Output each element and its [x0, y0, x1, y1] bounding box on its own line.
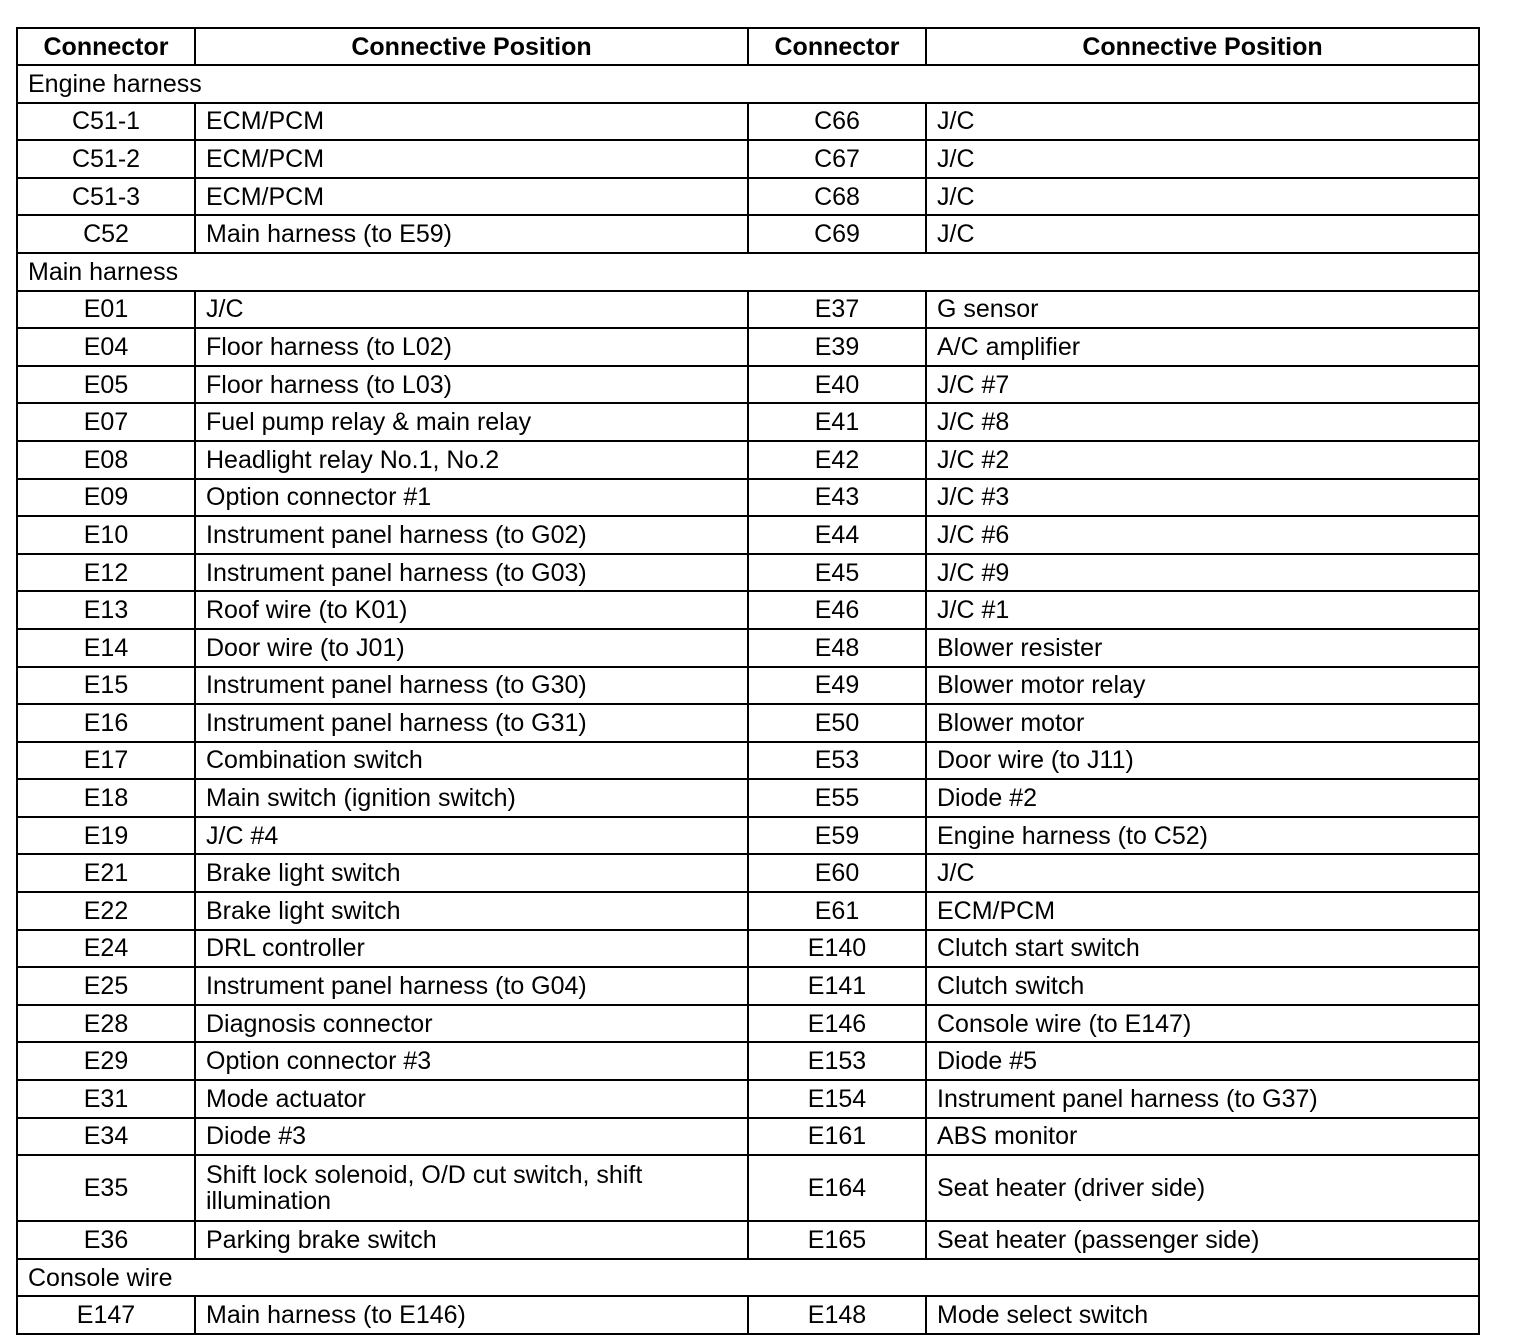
connector-code-left: C51-2: [17, 140, 195, 178]
connector-code-right: E55: [748, 779, 926, 817]
connective-position-left: Brake light switch: [195, 892, 748, 930]
connective-position-left: Instrument panel harness (to G03): [195, 554, 748, 592]
connector-code-left: E16: [17, 704, 195, 742]
table-row: [17, 1118, 1479, 1156]
connector-code-left: E09: [17, 479, 195, 517]
connective-position-right: J/C: [926, 140, 1479, 178]
connector-code-left: E13: [17, 591, 195, 629]
connector-code-right: E41: [748, 403, 926, 441]
connective-position-left: Diagnosis connector: [195, 1005, 748, 1043]
connector-code-left: E22: [17, 892, 195, 930]
connective-position-right: J/C #3: [926, 479, 1479, 517]
connective-position-right: J/C #2: [926, 441, 1479, 479]
connector-code-right: E140: [748, 930, 926, 968]
table-row: [17, 1005, 1479, 1043]
connective-position-right: Mode select switch: [926, 1296, 1479, 1334]
connective-position-right: J/C: [926, 103, 1479, 141]
connective-position-left: Instrument panel harness (to G04): [195, 967, 748, 1005]
connector-code-right: C68: [748, 178, 926, 216]
connective-position-right: J/C: [926, 178, 1479, 216]
connector-table: [16, 27, 1480, 1335]
connective-position-right: J/C: [926, 215, 1479, 253]
table-row: [17, 1042, 1479, 1080]
table-row: [17, 479, 1479, 517]
table-body: [17, 65, 1479, 1334]
connector-code-left: E21: [17, 854, 195, 892]
header-position-left: Connective Position: [195, 28, 748, 65]
connective-position-left: ECM/PCM: [195, 103, 748, 141]
connector-code-right: E42: [748, 441, 926, 479]
connective-position-right: Seat heater (passenger side): [926, 1221, 1479, 1259]
connective-position-right: J/C #6: [926, 516, 1479, 554]
connector-code-right: E50: [748, 704, 926, 742]
table-row: [17, 1080, 1479, 1118]
connector-code-right: E37: [748, 291, 926, 329]
connective-position-left: Parking brake switch: [195, 1221, 748, 1259]
connector-code-right: E60: [748, 854, 926, 892]
connector-code-right: C67: [748, 140, 926, 178]
header-connector-right: Connector: [748, 28, 926, 65]
connective-position-right: J/C #7: [926, 366, 1479, 404]
table-row: [17, 215, 1479, 253]
connector-code-right: E45: [748, 554, 926, 592]
connective-position-left: J/C: [195, 291, 748, 329]
table-row: [17, 930, 1479, 968]
table-row: [17, 328, 1479, 366]
header-row: [17, 28, 1479, 65]
connective-position-right: G sensor: [926, 291, 1479, 329]
connective-position-right: Diode #2: [926, 779, 1479, 817]
table-row: [17, 1296, 1479, 1334]
table-row: [17, 441, 1479, 479]
connective-position-right: ECM/PCM: [926, 892, 1479, 930]
connective-position-left: Floor harness (to L03): [195, 366, 748, 404]
connector-code-left: E147: [17, 1296, 195, 1334]
connective-position-right: Clutch switch: [926, 967, 1479, 1005]
table-row: [17, 1221, 1479, 1259]
table-row: [17, 140, 1479, 178]
connector-code-right: E48: [748, 629, 926, 667]
connector-code-left: E36: [17, 1221, 195, 1259]
table-row: [17, 366, 1479, 404]
table-row: [17, 178, 1479, 216]
connective-position-left: Fuel pump relay & main relay: [195, 403, 748, 441]
section-title: Engine harness: [17, 65, 1479, 103]
section-row: [17, 253, 1479, 291]
connector-code-left: E24: [17, 930, 195, 968]
section-row: [17, 65, 1479, 103]
connective-position-left: Headlight relay No.1, No.2: [195, 441, 748, 479]
connector-code-left: E18: [17, 779, 195, 817]
connector-code-right: C69: [748, 215, 926, 253]
connector-code-left: E29: [17, 1042, 195, 1080]
connective-position-left: Brake light switch: [195, 854, 748, 892]
connector-code-left: E04: [17, 328, 195, 366]
connective-position-left: Instrument panel harness (to G02): [195, 516, 748, 554]
table-row: [17, 103, 1479, 141]
table-row: [17, 516, 1479, 554]
connective-position-left: Instrument panel harness (to G31): [195, 704, 748, 742]
table-row: [17, 403, 1479, 441]
connector-code-left: E07: [17, 403, 195, 441]
table-row: [17, 291, 1479, 329]
connective-position-left: Main switch (ignition switch): [195, 779, 748, 817]
connector-code-left: E14: [17, 629, 195, 667]
connective-position-left: Main harness (to E59): [195, 215, 748, 253]
connective-position-left: Instrument panel harness (to G30): [195, 667, 748, 705]
connector-code-left: E10: [17, 516, 195, 554]
connector-code-left: E08: [17, 441, 195, 479]
connector-code-left: E28: [17, 1005, 195, 1043]
connector-code-right: E154: [748, 1080, 926, 1118]
connector-code-left: C51-1: [17, 103, 195, 141]
connective-position-right: Blower motor relay: [926, 667, 1479, 705]
connective-position-right: Blower motor: [926, 704, 1479, 742]
connective-position-right: J/C #8: [926, 403, 1479, 441]
connector-code-right: E40: [748, 366, 926, 404]
connector-code-left: E15: [17, 667, 195, 705]
connective-position-left: Shift lock solenoid, O/D cut switch, shift illumination: [195, 1155, 748, 1221]
connective-position-left: Mode actuator: [195, 1080, 748, 1118]
table-row: [17, 742, 1479, 780]
connective-position-right: J/C #9: [926, 554, 1479, 592]
connective-position-left: ECM/PCM: [195, 178, 748, 216]
section-title: Console wire: [17, 1259, 1479, 1297]
table-row: [17, 591, 1479, 629]
connective-position-right: Clutch start switch: [926, 930, 1479, 968]
connective-position-left: J/C #4: [195, 817, 748, 855]
connector-code-right: E59: [748, 817, 926, 855]
connector-code-right: E165: [748, 1221, 926, 1259]
connector-code-left: E17: [17, 742, 195, 780]
connector-code-left: C52: [17, 215, 195, 253]
table-row: [17, 817, 1479, 855]
connector-code-left: E05: [17, 366, 195, 404]
table-row: [17, 629, 1479, 667]
connector-code-right: E141: [748, 967, 926, 1005]
connective-position-right: J/C: [926, 854, 1479, 892]
connective-position-left: Floor harness (to L02): [195, 328, 748, 366]
connective-position-right: Blower resister: [926, 629, 1479, 667]
connector-code-right: E148: [748, 1296, 926, 1334]
connector-code-left: E19: [17, 817, 195, 855]
connector-code-right: E39: [748, 328, 926, 366]
connector-code-right: E46: [748, 591, 926, 629]
connective-position-right: Console wire (to E147): [926, 1005, 1479, 1043]
connector-code-left: C51-3: [17, 178, 195, 216]
connective-position-left: Combination switch: [195, 742, 748, 780]
connective-position-right: ABS monitor: [926, 1118, 1479, 1156]
table-row: [17, 967, 1479, 1005]
connective-position-left: Diode #3: [195, 1118, 748, 1156]
connective-position-left: Main harness (to E146): [195, 1296, 748, 1334]
connector-code-left: E01: [17, 291, 195, 329]
header-connector-left: Connector: [17, 28, 195, 65]
connector-code-right: E44: [748, 516, 926, 554]
connector-code-left: E35: [17, 1155, 195, 1221]
connective-position-left: Roof wire (to K01): [195, 591, 748, 629]
table-row: [17, 667, 1479, 705]
connective-position-left: ECM/PCM: [195, 140, 748, 178]
connective-position-right: Seat heater (driver side): [926, 1155, 1479, 1221]
connective-position-left: Door wire (to J01): [195, 629, 748, 667]
connective-position-right: Door wire (to J11): [926, 742, 1479, 780]
connective-position-right: Diode #5: [926, 1042, 1479, 1080]
connector-code-right: E61: [748, 892, 926, 930]
connector-code-left: E25: [17, 967, 195, 1005]
connective-position-right: A/C amplifier: [926, 328, 1479, 366]
connective-position-right: Instrument panel harness (to G37): [926, 1080, 1479, 1118]
connector-table-sheet: [16, 27, 1478, 1335]
table-row: [17, 704, 1479, 742]
connector-code-left: E31: [17, 1080, 195, 1118]
connective-position-right: J/C #1: [926, 591, 1479, 629]
connector-code-right: E161: [748, 1118, 926, 1156]
section-row: [17, 1259, 1479, 1297]
connector-code-right: C66: [748, 103, 926, 141]
section-title: Main harness: [17, 253, 1479, 291]
header-position-right: Connective Position: [926, 28, 1479, 65]
connective-position-left: DRL controller: [195, 930, 748, 968]
table-row: [17, 854, 1479, 892]
table-row: [17, 1155, 1479, 1221]
connector-code-right: E53: [748, 742, 926, 780]
table-row: [17, 779, 1479, 817]
connector-code-left: E12: [17, 554, 195, 592]
connective-position-left: Option connector #3: [195, 1042, 748, 1080]
connector-code-right: E49: [748, 667, 926, 705]
connector-code-right: E164: [748, 1155, 926, 1221]
connective-position-right: Engine harness (to C52): [926, 817, 1479, 855]
table-row: [17, 554, 1479, 592]
connector-code-right: E43: [748, 479, 926, 517]
connective-position-left: Option connector #1: [195, 479, 748, 517]
table-row: [17, 892, 1479, 930]
connector-code-right: E153: [748, 1042, 926, 1080]
connector-code-right: E146: [748, 1005, 926, 1043]
connector-code-left: E34: [17, 1118, 195, 1156]
